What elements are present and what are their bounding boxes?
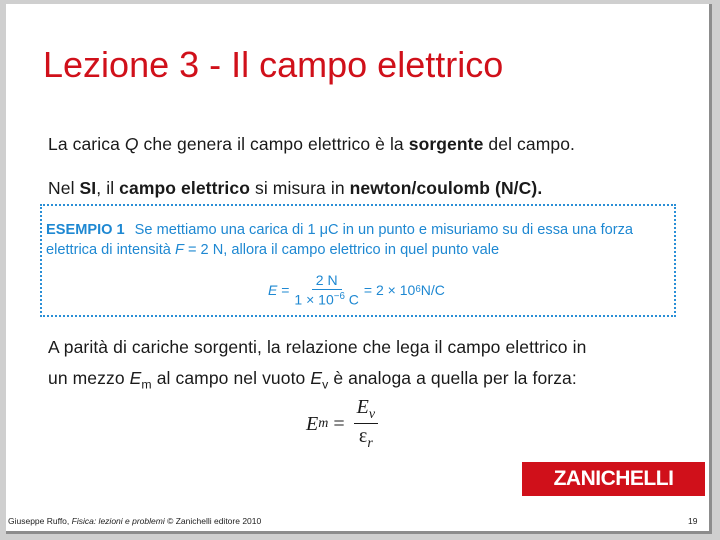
eq-fraction xyxy=(354,396,378,452)
example-box xyxy=(40,204,676,317)
footer-book: Fisica: lezioni e problemi xyxy=(71,516,165,526)
var-e: E xyxy=(129,368,142,388)
formula-fraction xyxy=(294,272,359,308)
eq-equals: = xyxy=(328,412,350,435)
example-text: = 2 N, allora il campo elettrico in quel punto vale xyxy=(183,242,500,258)
var-f: F xyxy=(174,242,184,258)
formula-lhs: E xyxy=(268,281,278,298)
var-q: Q xyxy=(124,134,139,154)
text: La carica xyxy=(48,134,125,154)
example-line-1 xyxy=(46,222,633,238)
slide-title: Lezione 3 - Il campo elettrico xyxy=(43,44,504,85)
eq-den-sub: r xyxy=(367,436,373,451)
eq-numerator xyxy=(354,396,378,424)
formula-denominator xyxy=(294,290,359,308)
den-exp: −6 xyxy=(333,291,345,302)
example-label: ESEMPIO 1 xyxy=(46,222,125,238)
eq-den-eps: ε xyxy=(358,425,368,447)
paragraph-unit xyxy=(48,178,542,199)
eq-num-sub: v xyxy=(368,407,376,422)
sub-v: v xyxy=(322,377,329,392)
footer-publisher: © Zanichelli editore 2010 xyxy=(164,516,262,526)
formula-exp: 6 xyxy=(415,284,421,296)
sub-m: m xyxy=(141,377,152,392)
formula-equals: = xyxy=(281,281,290,298)
text: che genera il campo elettrico è la xyxy=(138,134,409,154)
formula-numerator: 2 N xyxy=(312,272,342,290)
example-text: elettrica di intensità xyxy=(46,242,175,258)
formula-result: = 2 × 10 xyxy=(363,281,416,298)
eq-lhs: E xyxy=(306,412,319,435)
text: del campo. xyxy=(483,134,576,154)
text: è analoga a quella per la forza: xyxy=(328,368,577,388)
keyword-si: SI xyxy=(79,178,97,198)
text: , il xyxy=(96,178,120,198)
paragraph-source xyxy=(48,134,575,155)
formula-unit: N/C xyxy=(420,281,445,298)
var-e: E xyxy=(310,368,323,388)
text: si misura in xyxy=(250,178,350,198)
slide xyxy=(6,4,712,534)
page-number: 19 xyxy=(688,516,698,526)
footer-author: Giuseppe Ruffo, xyxy=(8,516,72,526)
example-line-2 xyxy=(46,242,499,258)
eq-num-e: E xyxy=(356,396,369,418)
eq-lhs-sub: m xyxy=(318,416,329,431)
zanichelli-logo: ZANICHELLI xyxy=(522,462,705,496)
text: un mezzo xyxy=(48,368,130,388)
text: al campo nel vuoto xyxy=(151,368,311,388)
example-formula xyxy=(268,272,445,308)
footer-credit xyxy=(8,516,261,526)
example-text: Se mettiamo una carica di 1 μC in un punto e misuriamo su di essa una forza xyxy=(134,222,634,238)
keyword-unit: newton/coulomb (N/C). xyxy=(349,178,543,198)
text: Nel xyxy=(48,178,80,198)
keyword-campo-elettrico: campo elettrico xyxy=(119,178,251,198)
paragraph-relation-2 xyxy=(48,368,577,392)
equation-em xyxy=(306,396,378,452)
eq-denominator xyxy=(359,424,373,452)
den-unit: C xyxy=(344,291,359,308)
keyword-sorgente: sorgente xyxy=(408,134,484,154)
den-text: 1 × 10 xyxy=(294,291,334,308)
paragraph-relation: A parità di cariche sorgenti, la relazione che lega il campo elettrico in xyxy=(48,337,587,357)
